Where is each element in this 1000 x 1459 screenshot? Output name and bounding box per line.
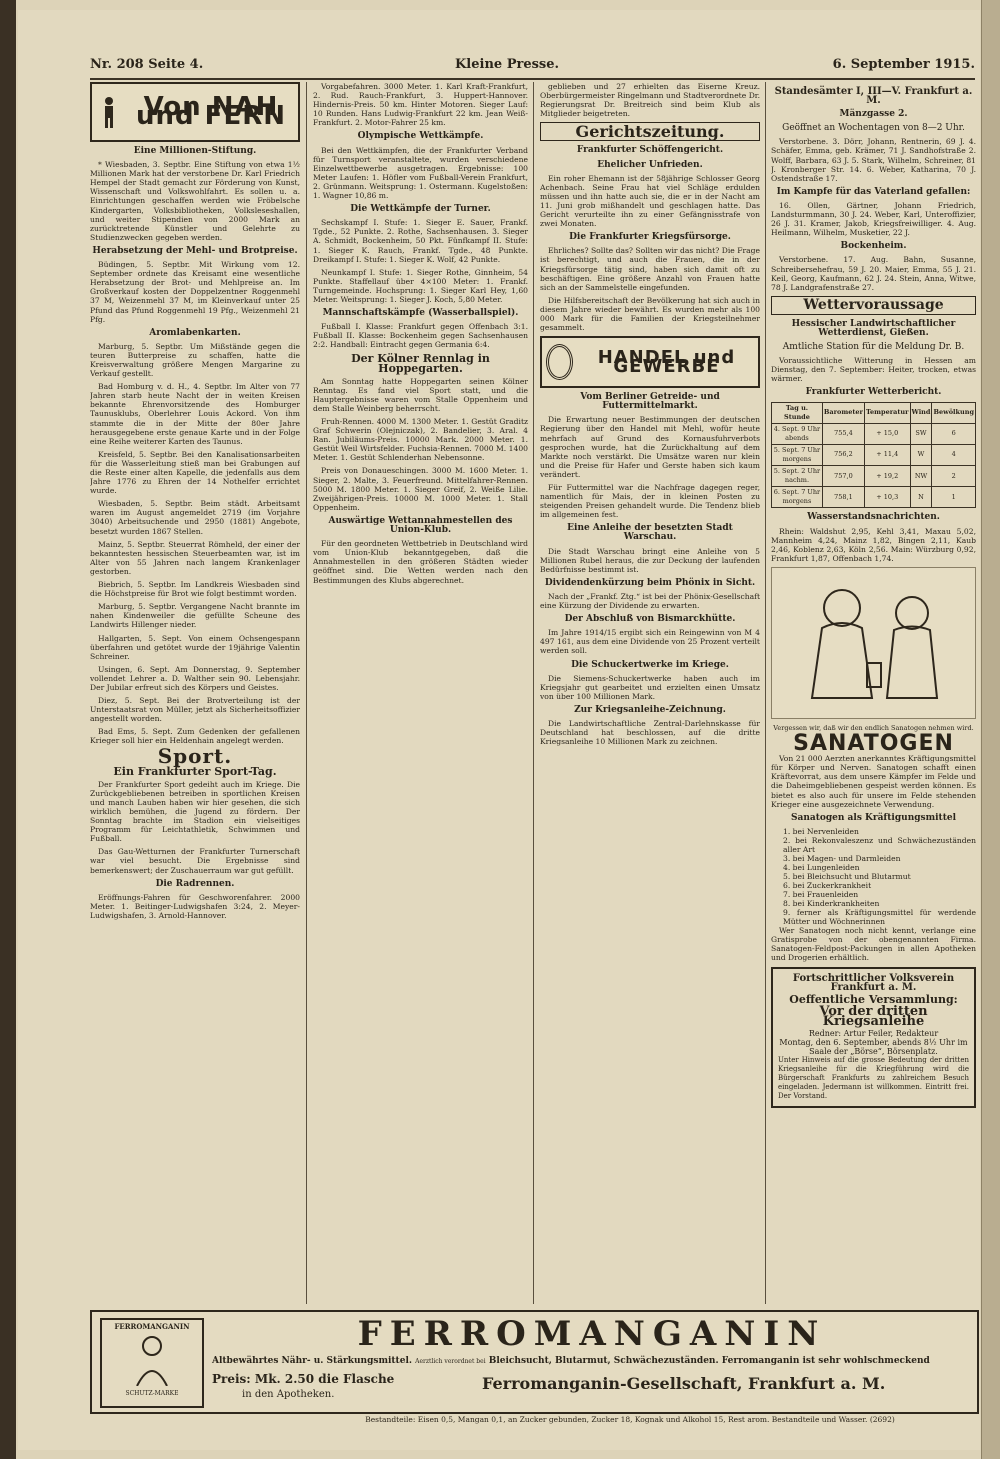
ad-code: (2692) — [869, 1415, 895, 1424]
article-text: Kreisfeld, 5. Septbr. Bei den Kanalisationsarbeiten für die Wasserleitung stieß man bei Grabungen auf die Reste einer alten Kapelle, die jedenfalls aus dem Jahre 1776 zu Ehren der 14 Nothelfer errichtet wurde. — [90, 449, 300, 496]
headline: Wasserstandsnachrichten. — [807, 512, 940, 523]
badge-bottom-text: SCHUTZ-MARKE — [125, 1390, 179, 1397]
ad-ingredients — [300, 1415, 960, 1424]
sport-section-title: Sport. — [157, 743, 233, 768]
article-text: Neunkampf I. Stufe: 1. Sieger Rothe, Ginnheim, 54 Punkte. Staffellauf über 4×100 Meter: 1. Frankf. Turngemeinde. Hochsprung: 1. Sieger Karl Hey, 1,60 Meter. Weitsprung: 1. Sieger J. Koch, 5,80 Meter. — [313, 267, 528, 304]
column-1 — [90, 82, 300, 1304]
sanatogen-list — [771, 827, 976, 926]
headline: Ehelicher Unfrieden. — [597, 159, 703, 170]
book-spine — [0, 0, 16, 1459]
article-text: Für den geordneten Wettbetrieb in Deutschland wird vom Union-Klub bekanntgegeben, daß die Annahmestellen in den größeren Städten wieder geöffnet sind. Die Wetten werden nach den Bestimmungen des Klubs abgerechnet. — [313, 539, 528, 585]
article-text: Von 21 000 Aerzten anerkanntes Kräftigungsmittel für Körper und Nerven. Sanatogen schafft einen Kräftevorrat, aus dem unsere Kämpfer im Felde und die Daheimgebliebenen gespeist werden können. Es bietet es also auch für unsere im Felde stehenden Krieger eine ausgezeichnete Verwendung. — [771, 754, 976, 809]
subheadline: Amtliche Station für die Meldung Dr. B. — [782, 342, 965, 353]
article-text: Bei den Wettkämpfen, die der Frankfurter Verband für Turnsport veranstaltete, wurden verschiedene Einzelwettbewerbe ausgetragen. Ergebnisse: 100 Meter Laufen: 1. Höfler vom Fußball-Verein Frankfurt, 2. Grünmann. Weitsprung: 1. Ostermann. Kugelstoßen: 1. Wagner 10,86 m. — [313, 145, 528, 201]
list-item: 8. bei Kinderkrankheiten — [783, 898, 880, 908]
article-text: Eröffnungs-Fahren für Geschworenfahrer. 2000 Meter. 1. Beitinger-Ludwigshafen 3:24, 2. Meyer-Ludwigshafen, 3. Arnold-Hannover. — [90, 892, 300, 920]
headline: Zur Kriegsanleihe-Zeichnung. — [574, 704, 726, 715]
headline: Die Radrennen. — [155, 878, 235, 889]
ad-text: Ferromanganin ist sehr wohlschmeckend — [721, 1356, 930, 1366]
headline: Die Schuckertwerke im Kriege. — [571, 659, 729, 670]
table-cell: 2 — [932, 466, 976, 487]
headline: Vom Berliner Getreide- und Futtermittelmarkt. — [580, 392, 720, 412]
table-header: Tag u. Stunde — [772, 402, 823, 423]
gear-icon — [546, 344, 573, 380]
price-value: Mk. 2.50 die Flasche — [254, 1372, 395, 1386]
article-text: Am Sonntag hatte Hoppegarten seinen Kölner Renntag. Es fand viel Sport statt, und die Hauptergebnisse waren vom Stalle Oppenheim und dem Stalle Weinberg beherrscht. — [313, 376, 528, 413]
article-text: Diez, 5. Sept. Bei der Brotverteilung ist der Unterstaatsrat von Müller, jetzt als Sicherheitsoffizier angestellt worden. — [90, 696, 300, 724]
table-cell: 757,0 — [822, 466, 864, 487]
article-text: Die Siemens-Schuckertwerke haben auch im Kriegsjahr gut gearbeitet und erzielten einen Umsatz von über 100 Millionen Mark. — [540, 673, 760, 701]
table-cell: NW — [910, 466, 932, 487]
headline: Frankfurter Wetterbericht. — [805, 387, 942, 398]
list-item: 9. ferner als Kräftigungsmittel für werdende Mütter und Wöchnerinnen — [783, 907, 976, 926]
headline: Der Kölner Rennlag in Hoppegarten. — [351, 352, 490, 375]
table-cell: N — [910, 487, 932, 508]
ad-text: Bleichsucht, Blutarmut, Schwächezuständen. — [488, 1356, 719, 1366]
article-text: Der Frankfurter Sport gedeiht auch im Kriege. Die Zurückgebliebenen betreiben in sportlichen Kreisen und manch Lauben haben wir hier gesehen, die sich wirklich bemühen, die Jugend zu fördern. Der Sonntag brachte im Stadion ein vielseitiges Programm für Leichtathletik, Schwimmen und Fußball. — [90, 779, 300, 844]
article-text: Verstorbene. 3. Dörr, Johann, Rentnerin, 69 J. 4. Schäfer, Emma, geb. Krämer, 71 J. Sandhofstraße 2. Wolff, Barbara, 63 J. 5. Stark, Wilhelm, Schreiner, 81 J. Kronberger Str. 14. 6. Weber, Katharina, 70 J. Ostendstraße 17. — [771, 137, 976, 183]
article-text: Ein roher Ehemann ist der 58jährige Schlosser Georg Achenbach. Seine Frau hat viel Schläge erdulden müssen und ihn hatte auch sie, die er in der Nacht am 11. Juni grob mißhandelt und geschlagen hatte. Das Gericht verurteilte ihn zu einer Gefängnisstrafe von zwei Monaten. — [540, 173, 760, 229]
column-divider — [306, 82, 307, 1304]
list-item: 2. bei Rekonvaleszenz und Schwächezuständen aller Art — [783, 835, 976, 854]
weather-table — [771, 402, 976, 509]
table-header: Temperatur — [864, 402, 910, 423]
headline: Sanatogen als Kräftigungsmittel — [791, 812, 956, 823]
article-text: Biebrich, 5. Septbr. Im Landkreis Wiesbaden sind die Höchstpreise für Brot wie folgt bestimmt worden. — [90, 580, 300, 599]
column-2 — [313, 82, 528, 1304]
article-text: Die Hilfsbereitschaft der Bevölkerung hat sich auch in diesem Jahre wieder bewährt. Es wurden mehr als 100 000 Mark für die Familien der Kriegsteilnehmer gesammelt. — [540, 295, 760, 333]
article-text: Für Futtermittel war die Nachfrage dagegen reger, namentlich für Mais, der in kleinen Posten zu steigenden Preisen gehandelt wurde. Die Tendenz blieb im allgemeinen fest. — [540, 483, 760, 520]
headline: Dividendenkürzung beim Phönix in Sicht. — [544, 577, 756, 588]
article-text: Preis von Donaueschingen. 3000 M. 1600 Meter. 1. Sieger, 2. Malte, 3. Feuerfreund. Mittelfahrer-Rennen. 5000 M. 1800 Meter. 1. Sieger Greif, 2. Weiße Lilie. Zweijährigen-Preis. 10000 M. 1000 Meter. 1. Stall Oppenheim. — [313, 466, 528, 512]
ad-line-1 — [212, 1356, 972, 1366]
table-header: Wind — [910, 402, 932, 423]
table-cell: 5. Sept. 2 Uhr nachm. — [772, 466, 823, 487]
headline: Die Frankfurter Kriegsfürsorge. — [569, 232, 731, 243]
headline: Eine Millionen-Stiftung. — [133, 146, 257, 156]
table-cell: + 10,3 — [864, 487, 910, 508]
headline: Frankfurter Schöffengericht. — [576, 145, 724, 156]
issue-date: 6. September 1915. — [832, 57, 975, 72]
ad-note: Unter Hinweis auf die grosse Bedeutung der dritten Kriegsanleihe für die Kriegführung wird die Bürgerschaft Frankfurts zu zahlreichem Besuch eingeladen. Jedermann ist willkommen. Eintritt frei. Der Vorstand. — [778, 1055, 969, 1101]
ingredients-text: Bestandteile: Eisen 0,5, Mangan 0,1, an Zucker gebunden, Zucker 18, Kognak und Alkohol 15, Rest arom. Bestandteile und Wasser. — [365, 1415, 868, 1424]
list-item: 3. bei Magen- und Darmleiden — [783, 853, 901, 863]
table-cell: 4 — [932, 444, 976, 465]
paper-name: Kleine Presse. — [455, 57, 560, 72]
ad-speaker: Redner: Artur Feiler, Redakteur — [808, 1028, 939, 1038]
article-text: * Wiesbaden, 3. Septbr. Eine Stiftung von etwa 1½ Millionen Mark hat der verstorbene Dr. Karl Friedrich Hempel der Stadt gemacht zur Förderung von Kunst, Wissenschaft und Volkswohlfahrt. Es sollen u. a. Einrichtungen geschaffen werden wie Fröbelsche Kindergarten, Volksbibliotheken, Volksleseshallen, und weiter Stipendien von 2000 Mark an zurücktretende Künstler und Gelehrte zu Studienzwecken gegeben werden. — [90, 160, 300, 242]
article-text: Ehrliches? Sollte das? Sollten wir das nicht? Die Frage ist berechtigt, und auch die Frauen, die in der Kriegsfürsorge tätig sind, haben sich damit oft zu beschäftigen. Eine größere Anzahl von Frauen hatte sich an der Sammelstelle eingefunden. — [540, 246, 760, 292]
handel-und-gewerbe-logo: HANDEL und GEWERBE — [540, 336, 760, 388]
article-text: Das Gau-Wetturnen der Frankfurter Turnerschaft war viel besucht. Die Ergebnisse sind bemerkenswert; der Zuschauerraum war gut gefüllt. — [90, 847, 300, 875]
article-text: Fußball I. Klasse: Frankfurt gegen Offenbach 3:1. Fußball II. Klasse: Bockenheim gegen Sachsenhausen 2:2. Handball: Eintracht gegen Germania 6:4. — [313, 322, 528, 350]
headline: Eine Anleihe der besetzten Stadt Warschau. — [567, 523, 733, 543]
ad-text: Altbewährtes Nähr- u. Stärkungsmittel. — [212, 1356, 412, 1366]
headline: Im Kampfe für das Vaterland gefallen: — [776, 186, 971, 197]
article-text: Nach der „Frankf. Ztg.“ ist bei der Phönix-Gesellschaft eine Kürzung der Dividende zu erwarten. — [540, 591, 760, 611]
headline: Die Wettkämpfe der Turner. — [350, 204, 491, 215]
issue-number: Nr. 208 Seite 4. — [90, 57, 204, 72]
sanatogen-illustration — [771, 567, 976, 719]
article-text: Rhein: Waldshut 2,95, Kehl 3,41, Maxau 5,02, Mannheim 4,24, Mainz 1,82, Bingen 2,11, Kaub 2,46, Koblenz 2,63, Köln 2,56. Main: Würzburg 0,92, Frankfurt 1,87, Offenbach 1,74. — [771, 526, 976, 563]
badge-top-text: FERROMANGANIN — [114, 1322, 190, 1331]
headline: Bockenheim. — [840, 241, 907, 252]
article-text: Verstorbene. 17. Aug. Bahn, Susanne, Schreibersehefrau, 59 J. 20. Maier, Emma, 55 J. 21. Keil, Georg, Kaufmann, 62 J. 24. Stein, Anna, Witwe, 78 J. Landgrafenstraße 27. — [771, 255, 976, 292]
list-item: 5. bei Bleichsucht und Blutarmut — [783, 871, 911, 881]
table-cell: 1 — [932, 487, 976, 508]
table-cell: SW — [910, 423, 932, 444]
table-cell: 756,2 — [822, 444, 864, 465]
ad-topic: Vor der dritten Kriegsanleihe — [819, 1004, 928, 1029]
ad-company: Ferromanganin-Gesellschaft, Frankfurt a. M. — [482, 1374, 886, 1393]
list-item: 1. bei Nervenleiden — [783, 826, 859, 836]
article-text: Die Stadt Warschau bringt eine Anleihe von 5 Millionen Rubel heraus, die zur Deckung der laufenden Bedürfnisse bestimmt ist. — [540, 546, 760, 574]
table-cell: 758,1 — [822, 487, 864, 508]
volksverein-ad — [771, 967, 976, 1108]
ad-price — [212, 1372, 394, 1386]
article-text: geblieben und 27 erhielten das Eiserne Kreuz. Oberbürgermeister Ringelmann und Stadtverordnete Dr. Regierungsrat Dr. Breitreich sind beim Klub als Mitglieder beigetreten. — [540, 82, 760, 119]
ferromanganin-ad — [90, 1310, 979, 1414]
table-header: Barometer — [822, 402, 864, 423]
table-cell: W — [910, 444, 932, 465]
table-row — [772, 423, 976, 444]
sanatogen-title: SANATOGEN — [793, 731, 954, 757]
next-page-edge — [981, 0, 1000, 1459]
column-3 — [540, 82, 760, 1304]
headline: Ein Frankfurter Sport-Tag. — [113, 764, 277, 778]
article-text: Marburg, 5. Septbr. Vergangene Nacht brannte im nahen Kindenweiler die gefüllte Scheune des Landwirts Hillenger nieder. — [90, 602, 300, 630]
list-item: 4. bei Lungenleiden — [783, 862, 860, 872]
table-cell: + 11,4 — [864, 444, 910, 465]
article-text: Mainz, 5. Septbr. Steuerrat Römheld, der einer der bekanntesten hessischen Steuerbeamten war, ist im Alter von 55 Jahren nach langem Krankenlager gestorben. — [90, 539, 300, 576]
ad-text: Aerztlich verordnet bei — [415, 1358, 486, 1365]
article-text: Die Erwartung neuer Bestimmungen der deutschen Regierung über den Handel mit Mehl, wofür heute mehrfach auf Grund des Kornausfuhrverbots gesprochen wurde, hat die Zurückhaltung auf dem Markte noch verstärkt. Die Umsätze waren nur klein und die Preise für Hafer und Gerste haben sich kaum verändert. — [540, 415, 760, 479]
article-text: Fruh-Rennen. 4000 M. 1300 Meter. 1. Gestüt Graditz Graf Schwerin (Olejniczak), 2. Bandelier, 3. Aral. 4 Ran. Jubiläums-Preis. 10000 Mark. 2000 Meter. 1. Gestüt Weil Wirtsfelder. Fuchsia-Rennen. 7000 M. 1400 Meter. 1. Gestüt Schlenderhan Nebensonne. — [313, 417, 528, 463]
table-header: Bewölkung — [932, 402, 976, 423]
horse-rider-icon — [96, 95, 122, 129]
article-text: Büdingen, 5. Septbr. Mit Wirkung vom 12. September ordnete das Kreisamt eine wesentliche Herabsetzung der Brot- und Mehlpreise an. Im Großverkauf kosten der Doppelzentner Roggenmehl 37 M, Weizenmehl 37 M, im Kleinverkauf unter 25 Pfund das Pfund Roggenmehl 19 Pfg., Weizenmehl 21 Pfg. — [90, 260, 300, 324]
headline: Mannschaftskämpfe (Wasserballspiel). — [322, 308, 519, 319]
ad-time: Montag, den 6. September, abends 8½ Uhr im Saale der „Börse“, Börsenplatz. — [779, 1037, 968, 1056]
article-text: Hallgarten, 5. Sept. Von einem Ochsengespann überfahren und getötet wurde der 19jährige Valentin Schreiner. — [90, 633, 300, 661]
headline: Herabsetzung der Mehl- und Brotpreise. — [92, 245, 298, 256]
headline: Olympische Wettkämpfe. — [357, 131, 484, 142]
article-text: Voraussichtliche Witterung in Hessen am Dienstag, den 7. September: Heiter, trocken, etwas wärmer. — [771, 356, 976, 384]
column-4 — [771, 82, 976, 1304]
ad-headline: FERROMANGANIN — [357, 1314, 827, 1354]
wettervoraussage-title: Wettervoraussage — [771, 296, 976, 315]
subheadline: Hessischer Landwirtschaftlicher Wetterdienst, Gießen. — [791, 318, 956, 338]
table-cell: + 15,0 — [864, 423, 910, 444]
headline: Auswärtige Wettannahmestellen des Union-Klub. — [328, 515, 513, 536]
article-text: Bad Ems, 5. Sept. Zum Gedenken der gefallenen Krieger soll hier ein Heldenhain angelegt werden. — [90, 727, 300, 746]
article-text: Marburg, 5. Septbr. Um Mißstände gegen die teuren Butterpreise zu schaffen, hatte die Kreisverwaltung größere Mengen Margarine zu Verkauf gestellt. — [90, 341, 300, 379]
headline: Der Abschluß von Bismarckhütte. — [564, 614, 736, 625]
table-cell: 6. Sept. 7 Uhr morgens — [772, 487, 823, 508]
article-text: 16. Ollen, Gärtner, Johann Friedrich, Landsturmmann, 30 J. 24. Weber, Karl, Unteroffizier, 26 J. 31. Kramer, Jakob, Kriegsfreiwilliger. 4. Aug. Heilmann, Wilhelm, Musketier, 22 J. — [771, 200, 976, 238]
table-row — [772, 487, 976, 508]
table-cell: 4. Sept. 9 Uhr abends — [772, 423, 823, 444]
article-text: Im Jahre 1914/15 ergibt sich ein Reingewinn von M 4 497 161, aus dem eine Dividende von 25 Prozent verteilt werden soll. — [540, 628, 760, 656]
article-text: Vorgabefahren. 3000 Meter. 1. Karl Kraft-Frankfurt, 2. Rud. Rauch-Frankfurt, 3. Huppert-Hannover. Hindernis-Preis. 50 km. Hinter Motoren. Sieger Lauf: 10 Runden. Hans Ludwig-Frankfurt 22 km. Jean Weiß-Frankfurt. 2. Motor-Fahrer 25 km. — [313, 82, 528, 128]
von-nah-und-fern-logo: Von NAH und FERN — [90, 82, 300, 142]
table-cell: 6 — [932, 423, 976, 444]
article-text: Sechskampf I. Stufe: 1. Sieger E. Sauer, Frankf. Tgde., 52 Punkte. 2. Rothe, Sachsenhausen. 3. Sieger A. Schmidt, Bockenheim, 50 Pkt. Fünfkampf II. Stufe: 1. Sieger K. Rauch, Frankf. Tgde., 48 Punkte. Dreikampf I. Stufe: 1. Sieger K. Wolf, 42 Punkte. — [313, 218, 528, 264]
article-text: Wiesbaden, 5. Septbr. Beim städt. Arbeitsamt waren im August angemeldet 2719 (im Vorjahre 3040) Arbeitsuchende und 2950 (1881) Angebote, besetzt wurden 1867 Stellen. — [90, 499, 300, 536]
table-row — [772, 444, 976, 465]
article-text: Bad Homburg v. d. H., 4. Septbr. Im Alter von 77 Jahren starb heute Nacht der in weiten Kreisen bekannte Ehrenvorsitzende des Homburger Taunusklubs, Oberlehrer Louis Ackord. Von ihm stammte die in der Mitte der 80er Jahre herausgegebene erste genaue Karte und in der Folge eine Reihe weiterer Karten des Taunus. — [90, 382, 300, 446]
table-cell: 755,4 — [822, 423, 864, 444]
page-header — [90, 55, 975, 79]
illustration-caption: Vergessen wir, daß wir den endlich Sanatogen nehmen wird. — [773, 723, 974, 732]
table-cell: 5. Sept. 7 Uhr morgens — [772, 444, 823, 465]
header-rule — [90, 78, 975, 80]
subheadline: Mänzgasse 2. — [839, 109, 908, 120]
column-divider — [765, 82, 766, 1304]
ad-subtitle: Oeffentliche Versammlung: — [789, 993, 958, 1007]
gerichtszeitung-title: Gerichtszeitung. — [540, 122, 760, 141]
ferromanganin-badge — [100, 1318, 204, 1408]
list-item: 6. bei Zuckerkrankheit — [783, 880, 872, 890]
price-label: Preis: — [212, 1372, 251, 1386]
list-item: 7. bei Frauenleiden — [783, 889, 859, 899]
article-text: Usingen, 6. Sept. Am Donnerstag, 9. September vollendet Lehrer a. D. Walther sein 90. Lebensjahr. Der Jubilar erfreut sich des Körpers und Geistes. — [90, 664, 300, 692]
article-text: Die Landwirtschaftliche Zentral-Darlehnskasse für Deutschland hat beschlossen, auf die dritte Kriegsanleihe 10 Millionen Mark zu zeichnen. — [540, 718, 760, 747]
subheadline: Geöffnet an Wochentagen von 8—2 Uhr. — [782, 123, 965, 134]
table-row — [772, 466, 976, 487]
table-cell: + 19,2 — [864, 466, 910, 487]
headline: Aromlabenkarten. — [149, 327, 241, 338]
ad-price-where: in den Apotheken. — [242, 1389, 335, 1400]
headline: Standesämter I, III—V. Frankfurt a. M. — [774, 86, 973, 107]
article-text: Wer Sanatogen noch nicht kennt, verlange eine Gratisprobe von der obengenannten Firma. Sanatogen-Feldpost-Packungen in allen Apotheken und Drogerien erhältlich. — [771, 925, 976, 963]
column-divider — [533, 82, 534, 1304]
ad-title: Fortschrittlicher Volksverein Frankfurt a. M. — [792, 973, 955, 994]
woman-portrait-icon — [132, 1331, 172, 1386]
